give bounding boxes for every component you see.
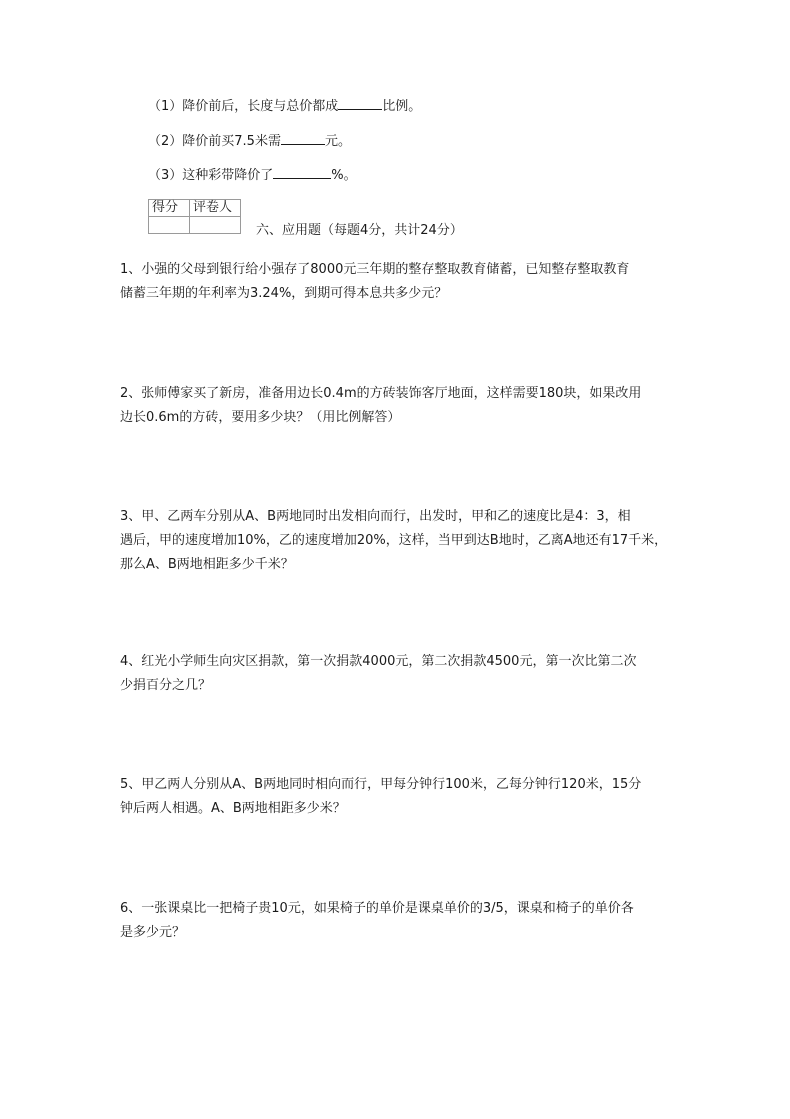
question-4-line-1: 4、红光小学师生向灾区捐款，第一次捐款4000元，第二次捐款4500元，第一次比第二次 [120,654,637,669]
question-3-line-2: 遇后，甲的速度增加10%，乙的速度增加20%，这样，当甲到达B地时，乙离A地还有17千米， [120,533,668,548]
question-5 [120,773,680,821]
fill-item-2-prefix: （2）降价前买7.5米需 [148,134,281,149]
question-6-line-2: 是多少元？ [120,925,186,940]
question-2 [120,382,680,430]
fill-item-3 [148,165,357,185]
question-4-line-2: 少捐百分之几？ [120,678,212,693]
question-6-line-1: 6、一张课桌比一把椅子贵10元，如果椅子的单价是课桌单价的3/5，课桌和椅子的单价各 [120,901,634,916]
fill-item-2-suffix: 元。 [324,134,351,149]
fill-item-1-blank[interactable] [338,96,382,110]
score-table [148,199,241,234]
fill-item-3-suffix: %。 [331,168,357,183]
question-3-line-3: 那么A、B两地相距多少千米？ [120,557,294,572]
question-3 [120,505,680,577]
score-header: 得分 [149,200,190,217]
fill-item-1-prefix: （1）降价前后，长度与总价都成 [148,99,339,114]
section-title: 六、应用题（每题4分，共计24分） [256,223,463,238]
fill-item-3-blank[interactable] [273,165,331,179]
score-cell[interactable] [149,217,190,234]
question-3-line-1: 3、甲、乙两车分别从A、B两地同时出发相向而行，出发时，甲和乙的速度比是4：3，相 [120,509,631,524]
fill-item-1 [148,96,421,116]
fill-item-2 [148,131,351,151]
question-5-line-1: 5、甲乙两人分别从A、B两地同时相向而行，甲每分钟行100米，乙每分钟行120米，15分 [120,777,642,792]
fill-item-2-blank[interactable] [281,131,325,145]
question-5-line-2: 钟后两人相遇。A、B两地相距多少米？ [120,801,346,816]
question-1-line-1: 1、小强的父母到银行给小强存了8000元三年期的整存整取教育储蓄，已知整存整取教育 [120,262,630,277]
question-1 [120,258,680,306]
question-2-line-1: 2、张师傅家买了新房，准备用边长0.4m的方砖装饰客厅地面，这样需要180块，如果改用 [120,386,642,401]
fill-item-3-prefix: （3）这种彩带降价了 [148,168,274,183]
question-1-line-2: 储蓄三年期的年利率为3.24%，到期可得本息共多少元？ [120,286,448,301]
question-2-line-2: 边长0.6m的方砖，要用多少块？（用比例解答） [120,410,401,425]
question-6 [120,897,680,945]
question-4 [120,650,680,698]
grader-header: 评卷人 [190,200,241,217]
fill-item-1-suffix: 比例。 [382,99,422,114]
grader-cell[interactable] [190,217,241,234]
